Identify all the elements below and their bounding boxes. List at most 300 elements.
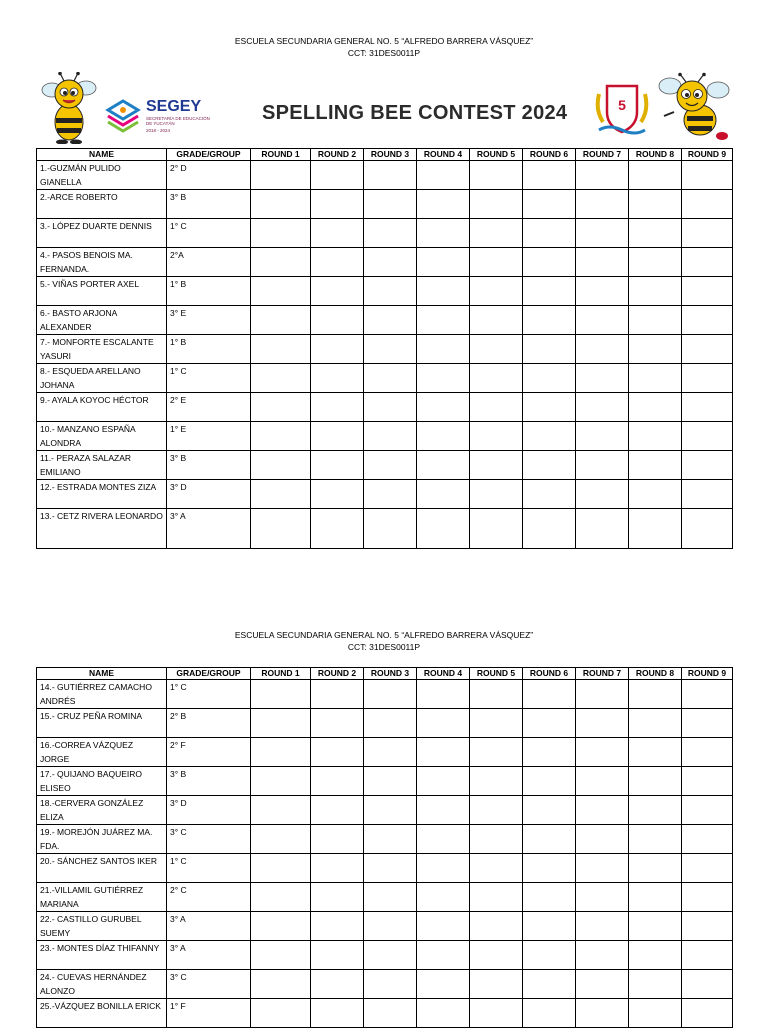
round-8-cell[interactable] <box>629 509 682 549</box>
round-5-cell[interactable] <box>470 306 523 335</box>
round-9-cell[interactable] <box>682 277 733 306</box>
table-row <box>37 277 733 306</box>
grade-group: 2°A <box>167 248 251 277</box>
grade-group: 2° D <box>167 161 251 190</box>
round-6-cell[interactable] <box>523 480 576 509</box>
round-1-cell[interactable] <box>251 335 311 364</box>
round-9-cell[interactable] <box>682 854 733 883</box>
table-row <box>37 970 733 999</box>
round-1-cell[interactable] <box>251 825 311 854</box>
round-2-cell[interactable] <box>311 767 364 796</box>
round-1-cell[interactable] <box>251 422 311 451</box>
round-9-cell[interactable] <box>682 999 733 1028</box>
round-4-cell[interactable] <box>417 161 470 190</box>
round-1-cell[interactable] <box>251 451 311 480</box>
round-4-cell[interactable] <box>417 825 470 854</box>
round-2-cell[interactable] <box>311 161 364 190</box>
round-4-cell[interactable] <box>417 509 470 549</box>
round-3-cell[interactable] <box>364 825 417 854</box>
round-8-cell[interactable] <box>629 451 682 480</box>
round-8-cell[interactable] <box>629 248 682 277</box>
round-5-cell[interactable] <box>470 364 523 393</box>
round-3-cell[interactable] <box>364 190 417 219</box>
round-2-cell[interactable] <box>311 277 364 306</box>
round-5-cell[interactable] <box>470 680 523 709</box>
grade-group: 1° C <box>167 219 251 248</box>
round-1-cell[interactable] <box>251 393 311 422</box>
round-8-cell[interactable] <box>629 393 682 422</box>
round-2-cell[interactable] <box>311 393 364 422</box>
round-3-cell[interactable] <box>364 277 417 306</box>
round-3-cell[interactable] <box>364 970 417 999</box>
round-8-cell[interactable] <box>629 306 682 335</box>
round-9-cell[interactable] <box>682 509 733 549</box>
round-3-cell[interactable] <box>364 680 417 709</box>
column-header: ROUND 5 <box>470 149 523 161</box>
round-4-cell[interactable] <box>417 335 470 364</box>
round-8-cell[interactable] <box>629 970 682 999</box>
student-name: 1.-GUZMÁN PULIDO GIANELLA <box>37 161 167 190</box>
round-7-cell[interactable] <box>576 941 629 970</box>
segey-subtitle: SECRETARÍA DE EDUCACIÓN DE YUCATÁN <box>146 116 210 126</box>
round-6-cell[interactable] <box>523 277 576 306</box>
grade-group: 3° C <box>167 970 251 999</box>
round-7-cell[interactable] <box>576 796 629 825</box>
student-name: 21.-VILLAMIL GUTIÉRREZ MARIANA <box>37 883 167 912</box>
round-2-cell[interactable] <box>311 451 364 480</box>
round-9-cell[interactable] <box>682 161 733 190</box>
round-5-cell[interactable] <box>470 854 523 883</box>
round-9-cell[interactable] <box>682 422 733 451</box>
round-4-cell[interactable] <box>417 422 470 451</box>
round-6-cell[interactable] <box>523 393 576 422</box>
round-8-cell[interactable] <box>629 422 682 451</box>
round-4-cell[interactable] <box>417 999 470 1028</box>
round-6-cell[interactable] <box>523 509 576 549</box>
round-7-cell[interactable] <box>576 999 629 1028</box>
table-row <box>37 364 733 393</box>
round-3-cell[interactable] <box>364 709 417 738</box>
round-8-cell[interactable] <box>629 364 682 393</box>
column-header: ROUND 5 <box>470 668 523 680</box>
grade-group: 3° C <box>167 825 251 854</box>
round-2-cell[interactable] <box>311 248 364 277</box>
round-4-cell[interactable] <box>417 451 470 480</box>
round-8-cell[interactable] <box>629 825 682 854</box>
round-5-cell[interactable] <box>470 335 523 364</box>
round-5-cell[interactable] <box>470 970 523 999</box>
round-9-cell[interactable] <box>682 480 733 509</box>
round-2-cell[interactable] <box>311 709 364 738</box>
round-8-cell[interactable] <box>629 161 682 190</box>
round-9-cell[interactable] <box>682 767 733 796</box>
round-7-cell[interactable] <box>576 190 629 219</box>
round-1-cell[interactable] <box>251 480 311 509</box>
round-6-cell[interactable] <box>523 422 576 451</box>
column-header: ROUND 3 <box>364 668 417 680</box>
round-6-cell[interactable] <box>523 767 576 796</box>
round-7-cell[interactable] <box>576 219 629 248</box>
round-9-cell[interactable] <box>682 306 733 335</box>
round-6-cell[interactable] <box>523 912 576 941</box>
round-1-cell[interactable] <box>251 738 311 767</box>
round-9-cell[interactable] <box>682 219 733 248</box>
grade-group: 3° B <box>167 190 251 219</box>
round-7-cell[interactable] <box>576 912 629 941</box>
round-1-cell[interactable] <box>251 680 311 709</box>
round-2-cell[interactable] <box>311 970 364 999</box>
round-7-cell[interactable] <box>576 825 629 854</box>
round-7-cell[interactable] <box>576 970 629 999</box>
round-8-cell[interactable] <box>629 335 682 364</box>
table-row <box>37 422 733 451</box>
round-1-cell[interactable] <box>251 970 311 999</box>
round-3-cell[interactable] <box>364 854 417 883</box>
round-9-cell[interactable] <box>682 451 733 480</box>
round-6-cell[interactable] <box>523 364 576 393</box>
column-header: ROUND 2 <box>311 149 364 161</box>
round-2-cell[interactable] <box>311 335 364 364</box>
round-7-cell[interactable] <box>576 161 629 190</box>
column-header: ROUND 9 <box>682 668 733 680</box>
round-6-cell[interactable] <box>523 796 576 825</box>
bee-mascot-right-icon <box>656 72 732 142</box>
round-7-cell[interactable] <box>576 248 629 277</box>
round-1-cell[interactable] <box>251 854 311 883</box>
round-2-cell[interactable] <box>311 219 364 248</box>
round-1-cell[interactable] <box>251 999 311 1028</box>
round-3-cell[interactable] <box>364 999 417 1028</box>
round-8-cell[interactable] <box>629 912 682 941</box>
table-row <box>37 854 733 883</box>
round-3-cell[interactable] <box>364 335 417 364</box>
round-3-cell[interactable] <box>364 796 417 825</box>
round-1-cell[interactable] <box>251 883 311 912</box>
round-4-cell[interactable] <box>417 796 470 825</box>
round-6-cell[interactable] <box>523 335 576 364</box>
column-header: GRADE/GROUP <box>167 668 251 680</box>
round-5-cell[interactable] <box>470 796 523 825</box>
round-7-cell[interactable] <box>576 709 629 738</box>
round-4-cell[interactable] <box>417 883 470 912</box>
round-1-cell[interactable] <box>251 767 311 796</box>
round-5-cell[interactable] <box>470 422 523 451</box>
round-3-cell[interactable] <box>364 883 417 912</box>
round-9-cell[interactable] <box>682 825 733 854</box>
round-6-cell[interactable] <box>523 219 576 248</box>
student-name: 9.- AYALA KOYOC HÉCTOR <box>37 393 167 422</box>
round-8-cell[interactable] <box>629 999 682 1028</box>
round-6-cell[interactable] <box>523 709 576 738</box>
round-3-cell[interactable] <box>364 767 417 796</box>
grade-group: 1° C <box>167 364 251 393</box>
student-name: 3.- LÓPEZ DUARTE DENNIS <box>37 219 167 248</box>
round-5-cell[interactable] <box>470 161 523 190</box>
round-4-cell[interactable] <box>417 941 470 970</box>
round-4-cell[interactable] <box>417 912 470 941</box>
roster-table-1 <box>36 148 733 549</box>
table-row <box>37 306 733 335</box>
grade-group: 1° C <box>167 680 251 709</box>
round-9-cell[interactable] <box>682 912 733 941</box>
round-3-cell[interactable] <box>364 161 417 190</box>
round-8-cell[interactable] <box>629 767 682 796</box>
student-name: 2.-ARCE ROBERTO <box>37 190 167 219</box>
round-3-cell[interactable] <box>364 509 417 549</box>
round-1-cell[interactable] <box>251 161 311 190</box>
round-1-cell[interactable] <box>251 912 311 941</box>
round-4-cell[interactable] <box>417 277 470 306</box>
round-6-cell[interactable] <box>523 854 576 883</box>
round-2-cell[interactable] <box>311 825 364 854</box>
school-name: ESCUELA SECUNDARIA GENERAL NO. 5 “ALFREDO BARRERA VÁSQUEZ” <box>234 36 534 46</box>
round-3-cell[interactable] <box>364 738 417 767</box>
round-4-cell[interactable] <box>417 480 470 509</box>
round-3-cell[interactable] <box>364 306 417 335</box>
round-7-cell[interactable] <box>576 738 629 767</box>
grade-group: 3° A <box>167 509 251 549</box>
round-9-cell[interactable] <box>682 941 733 970</box>
round-5-cell[interactable] <box>470 219 523 248</box>
student-name: 13.- CETZ RIVERA LEONARDO <box>37 509 167 549</box>
round-3-cell[interactable] <box>364 364 417 393</box>
round-4-cell[interactable] <box>417 709 470 738</box>
grade-group: 3° D <box>167 796 251 825</box>
round-5-cell[interactable] <box>470 883 523 912</box>
round-9-cell[interactable] <box>682 680 733 709</box>
round-7-cell[interactable] <box>576 306 629 335</box>
column-header: ROUND 7 <box>576 668 629 680</box>
round-3-cell[interactable] <box>364 480 417 509</box>
round-6-cell[interactable] <box>523 161 576 190</box>
round-8-cell[interactable] <box>629 480 682 509</box>
round-2-cell[interactable] <box>311 190 364 219</box>
table-row <box>37 767 733 796</box>
round-7-cell[interactable] <box>576 883 629 912</box>
grade-group: 2° F <box>167 738 251 767</box>
grade-group: 3° A <box>167 941 251 970</box>
grade-group: 1° B <box>167 277 251 306</box>
round-4-cell[interactable] <box>417 248 470 277</box>
round-5-cell[interactable] <box>470 190 523 219</box>
round-5-cell[interactable] <box>470 480 523 509</box>
column-header: ROUND 4 <box>417 149 470 161</box>
round-6-cell[interactable] <box>523 451 576 480</box>
round-3-cell[interactable] <box>364 941 417 970</box>
school-crest-icon <box>593 80 651 138</box>
round-8-cell[interactable] <box>629 738 682 767</box>
round-5-cell[interactable] <box>470 451 523 480</box>
round-8-cell[interactable] <box>629 854 682 883</box>
round-1-cell[interactable] <box>251 941 311 970</box>
table-row <box>37 161 733 190</box>
round-1-cell[interactable] <box>251 364 311 393</box>
round-6-cell[interactable] <box>523 999 576 1028</box>
grade-group: 1° C <box>167 854 251 883</box>
round-4-cell[interactable] <box>417 970 470 999</box>
round-3-cell[interactable] <box>364 219 417 248</box>
table-row <box>37 999 733 1028</box>
round-7-cell[interactable] <box>576 335 629 364</box>
round-2-cell[interactable] <box>311 480 364 509</box>
round-9-cell[interactable] <box>682 883 733 912</box>
round-9-cell[interactable] <box>682 248 733 277</box>
round-7-cell[interactable] <box>576 680 629 709</box>
round-1-cell[interactable] <box>251 306 311 335</box>
round-2-cell[interactable] <box>311 999 364 1028</box>
round-3-cell[interactable] <box>364 393 417 422</box>
round-9-cell[interactable] <box>682 796 733 825</box>
round-5-cell[interactable] <box>470 767 523 796</box>
round-4-cell[interactable] <box>417 767 470 796</box>
column-header: ROUND 1 <box>251 149 311 161</box>
round-5-cell[interactable] <box>470 912 523 941</box>
round-2-cell[interactable] <box>311 796 364 825</box>
round-8-cell[interactable] <box>629 883 682 912</box>
student-name: 15.- CRUZ PEÑA ROMINA <box>37 709 167 738</box>
round-2-cell[interactable] <box>311 509 364 549</box>
round-7-cell[interactable] <box>576 767 629 796</box>
round-8-cell[interactable] <box>629 277 682 306</box>
round-4-cell[interactable] <box>417 306 470 335</box>
grade-group: 3° B <box>167 451 251 480</box>
round-8-cell[interactable] <box>629 796 682 825</box>
student-name: 24.- CUEVAS HERNÁNDEZ ALONZO <box>37 970 167 999</box>
round-2-cell[interactable] <box>311 738 364 767</box>
round-6-cell[interactable] <box>523 883 576 912</box>
grade-group: 1° B <box>167 335 251 364</box>
column-header: ROUND 4 <box>417 668 470 680</box>
round-6-cell[interactable] <box>523 248 576 277</box>
column-header: ROUND 6 <box>523 149 576 161</box>
table-row <box>37 509 733 549</box>
student-name: 14.- GUTIÉRREZ CAMACHO ANDRÉS <box>37 680 167 709</box>
round-8-cell[interactable] <box>629 709 682 738</box>
round-1-cell[interactable] <box>251 709 311 738</box>
student-name: 11.- PERAZA SALAZAR EMILIANO <box>37 451 167 480</box>
round-4-cell[interactable] <box>417 738 470 767</box>
round-1-cell[interactable] <box>251 277 311 306</box>
round-4-cell[interactable] <box>417 854 470 883</box>
table-row <box>37 451 733 480</box>
round-6-cell[interactable] <box>523 941 576 970</box>
round-7-cell[interactable] <box>576 393 629 422</box>
round-4-cell[interactable] <box>417 680 470 709</box>
round-5-cell[interactable] <box>470 825 523 854</box>
round-9-cell[interactable] <box>682 364 733 393</box>
round-2-cell[interactable] <box>311 854 364 883</box>
round-2-cell[interactable] <box>311 422 364 451</box>
roster-table-2 <box>36 667 733 1028</box>
round-6-cell[interactable] <box>523 190 576 219</box>
round-3-cell[interactable] <box>364 451 417 480</box>
round-5-cell[interactable] <box>470 277 523 306</box>
round-9-cell[interactable] <box>682 190 733 219</box>
round-8-cell[interactable] <box>629 219 682 248</box>
round-6-cell[interactable] <box>523 680 576 709</box>
round-8-cell[interactable] <box>629 941 682 970</box>
table-row <box>37 738 733 767</box>
round-6-cell[interactable] <box>523 738 576 767</box>
round-7-cell[interactable] <box>576 277 629 306</box>
round-4-cell[interactable] <box>417 364 470 393</box>
column-header: NAME <box>37 149 167 161</box>
round-9-cell[interactable] <box>682 970 733 999</box>
svg-text:5: 5 <box>618 97 626 113</box>
round-3-cell[interactable] <box>364 422 417 451</box>
round-4-cell[interactable] <box>417 190 470 219</box>
column-header: ROUND 8 <box>629 149 682 161</box>
round-6-cell[interactable] <box>523 306 576 335</box>
contest-title: SPELLING BEE CONTEST 2024 <box>262 102 568 124</box>
student-name: 22.- CASTILLO GURUBEL SUEMY <box>37 912 167 941</box>
round-4-cell[interactable] <box>417 393 470 422</box>
table-row <box>37 941 733 970</box>
grade-group: 3° D <box>167 480 251 509</box>
round-1-cell[interactable] <box>251 509 311 549</box>
column-header: ROUND 7 <box>576 149 629 161</box>
round-7-cell[interactable] <box>576 480 629 509</box>
round-5-cell[interactable] <box>470 738 523 767</box>
round-9-cell[interactable] <box>682 393 733 422</box>
round-5-cell[interactable] <box>470 999 523 1028</box>
round-7-cell[interactable] <box>576 364 629 393</box>
round-2-cell[interactable] <box>311 912 364 941</box>
round-5-cell[interactable] <box>470 709 523 738</box>
round-2-cell[interactable] <box>311 680 364 709</box>
round-2-cell[interactable] <box>311 306 364 335</box>
student-name: 19.- MOREJÓN JUÁREZ MA. FDA. <box>37 825 167 854</box>
round-2-cell[interactable] <box>311 941 364 970</box>
table-row <box>37 219 733 248</box>
round-9-cell[interactable] <box>682 738 733 767</box>
round-7-cell[interactable] <box>576 854 629 883</box>
round-1-cell[interactable] <box>251 190 311 219</box>
school-name-2: ESCUELA SECUNDARIA GENERAL NO. 5 “ALFREDO BARRERA VÁSQUEZ” <box>234 630 534 640</box>
cct-code-2: CCT: 31DES0011P <box>347 642 421 652</box>
round-1-cell[interactable] <box>251 796 311 825</box>
segey-emblem-icon <box>104 98 142 136</box>
table-row <box>37 480 733 509</box>
round-9-cell[interactable] <box>682 335 733 364</box>
round-2-cell[interactable] <box>311 883 364 912</box>
table-row <box>37 825 733 854</box>
student-name: 20.- SÁNCHEZ SANTOS IKER <box>37 854 167 883</box>
round-7-cell[interactable] <box>576 509 629 549</box>
round-7-cell[interactable] <box>576 422 629 451</box>
round-2-cell[interactable] <box>311 364 364 393</box>
round-5-cell[interactable] <box>470 941 523 970</box>
table-row <box>37 883 733 912</box>
round-8-cell[interactable] <box>629 190 682 219</box>
round-5-cell[interactable] <box>470 248 523 277</box>
student-name: 4.- PASOS BENOIS MA. FERNANDA. <box>37 248 167 277</box>
round-8-cell[interactable] <box>629 680 682 709</box>
round-3-cell[interactable] <box>364 912 417 941</box>
student-name: 7.- MONFORTE ESCALANTE YASURI <box>37 335 167 364</box>
round-5-cell[interactable] <box>470 509 523 549</box>
round-4-cell[interactable] <box>417 219 470 248</box>
round-1-cell[interactable] <box>251 219 311 248</box>
round-7-cell[interactable] <box>576 451 629 480</box>
round-6-cell[interactable] <box>523 970 576 999</box>
round-3-cell[interactable] <box>364 248 417 277</box>
round-9-cell[interactable] <box>682 709 733 738</box>
round-1-cell[interactable] <box>251 248 311 277</box>
round-5-cell[interactable] <box>470 393 523 422</box>
round-6-cell[interactable] <box>523 825 576 854</box>
column-header: NAME <box>37 668 167 680</box>
